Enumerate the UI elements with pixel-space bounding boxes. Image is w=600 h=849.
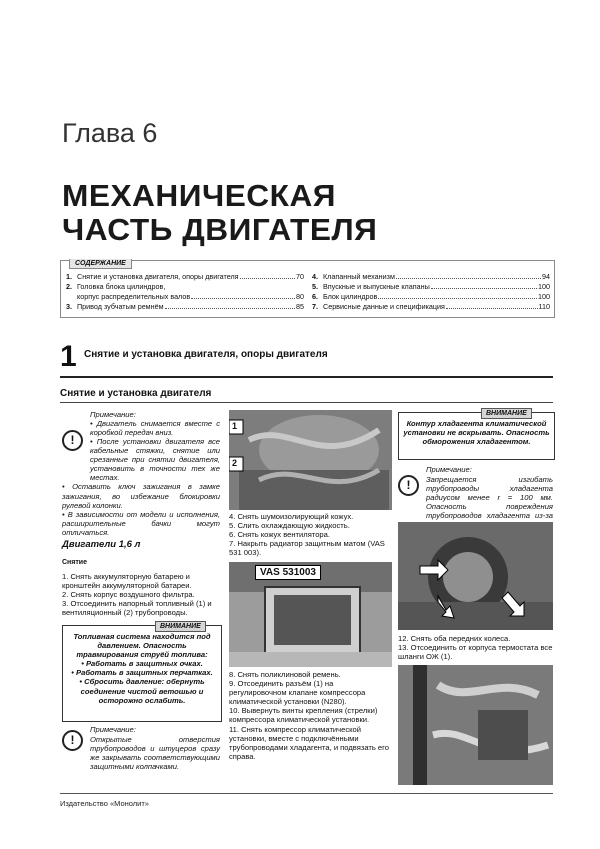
note-body: [62, 437, 220, 537]
removal-label: Снятие: [62, 559, 87, 566]
toc-left-column: [66, 272, 304, 312]
toc-item[interactable]: [66, 302, 304, 312]
exclamation-icon: !: [398, 475, 419, 496]
note-text: [90, 419, 220, 437]
step-item: 6. Снять кожух вентилятора.: [229, 530, 330, 540]
section-title: Снятие и установка двигателя, опоры двигателя: [84, 349, 328, 360]
note-bullet: • Оставить ключ зажигания в замке зажигания, во избежание блокировки рулевой колонки.: [62, 482, 220, 510]
warning-tab: ВНИМАНИЕ: [155, 621, 206, 632]
toc-right-column: [312, 272, 550, 312]
hoses-photo: [398, 665, 553, 785]
toc-item-number: 4.: [312, 272, 318, 281]
toc-dots: [165, 308, 295, 309]
note-label: Примечание:: [90, 725, 136, 734]
step-item: 8. Снять поликлиновой ремень.: [229, 670, 341, 679]
step-item: 2. Снять корпус воздушного фильтра.: [62, 590, 195, 600]
step-item: 7. Накрыть радиатор защитным матом (VAS 531 003).: [229, 539, 385, 558]
note-text: Запрещается изгибать трубопроводы хладагента радиусом менее r = 100 мм. Опасность повреждения трубопроводов хладагента из-за: [426, 475, 553, 521]
footer-divider: [60, 793, 553, 794]
note-label: Примечание:: [90, 410, 136, 419]
engine-heading: Двигатели 1,6 л: [62, 539, 141, 550]
thermostat-photo: [398, 522, 553, 630]
right-steps: [398, 634, 553, 661]
tool-label: VAS 531003: [255, 565, 321, 580]
step-item: 11. Снять компрессор климатической установки, вместе с подключёнными трубопроводами хладагента, и подвязать его справа.: [229, 724, 389, 761]
engine-photo: [229, 410, 392, 510]
warning-bullet: • Работать в защитных очках.: [81, 659, 203, 669]
step-item: 10. Вывернуть винты крепления (стрелки) компрессора климатической установки.: [229, 706, 378, 725]
toc-item-title: Головка блока цилиндров,: [77, 282, 166, 291]
toc-dots: [240, 278, 295, 279]
toc-dots: [191, 298, 295, 299]
radiator-photo: [229, 562, 392, 667]
toc-item-page: 100: [538, 292, 550, 301]
note-bullet: • После установки двигателя все кабельные стяжки, снятие или срезанные при снятии двигателя, установить в точности тех же местах.: [90, 437, 220, 483]
toc-dots: [396, 278, 541, 279]
publisher: Издательство «Монолит»: [60, 799, 149, 808]
removal-steps: [62, 572, 220, 617]
warning-bullet: • Работать в защитных перчатках.: [71, 668, 213, 678]
warning-box: [398, 412, 555, 460]
step-item: 13. Отсоединить от корпуса термостата все шланги ОЖ (1).: [398, 643, 553, 662]
toc-item[interactable]: [312, 302, 550, 312]
warning-bullet: • Сбросить давление: обернуть соединение чистой ветошью и осторожно ослабить.: [79, 677, 205, 705]
toc-item-number: 2.: [66, 282, 72, 291]
toc-item-page: 110: [538, 302, 550, 311]
chapter-title-line1: МЕХАНИЧЕСКАЯ: [62, 178, 337, 213]
toc-dots: [446, 308, 538, 309]
section-divider: [60, 376, 553, 378]
toc-item-title: Клапанный механизм: [323, 272, 395, 281]
note-text: Открытые отверстия трубопроводов и штуцеров сразу же закрывать соответствующими защитными колпачками.: [90, 735, 220, 772]
toc-item[interactable]: [312, 292, 550, 302]
toc-item[interactable]: [66, 292, 304, 302]
step-item: 12. Снять оба передних колеса.: [398, 634, 511, 643]
section-number: 1: [60, 340, 77, 373]
compressor-illustration: [398, 522, 553, 630]
mid-steps: [229, 512, 392, 557]
toc-heading: СОДЕРЖАНИЕ: [69, 259, 132, 269]
mid-steps-2: [229, 670, 392, 761]
note-bullet: • В зависимости от модели и исполнения, расширительные бачки могут отличаться.: [62, 509, 220, 537]
toc-item-number: 6.: [312, 292, 318, 301]
photo-callout-1: 1: [232, 421, 238, 431]
toc-item-number: 3.: [66, 302, 72, 311]
warning-text: [67, 632, 217, 705]
note-label: Примечание:: [426, 465, 472, 474]
note-bullet: • Двигатель снимается вместе с коробкой передач вниз.: [90, 419, 220, 438]
toc-item-page: 70: [296, 272, 304, 281]
toc-item[interactable]: [312, 272, 550, 282]
step-item: 9. Отсоединить разъём (1) на регулировочном клапане компрессора климатической установки (N280).: [229, 679, 366, 707]
toc-item-number: 1.: [66, 272, 72, 281]
toc-item-page: 94: [542, 272, 550, 281]
toc-item-title: Впускные и выпускные клапаны: [323, 282, 430, 291]
toc-item-title: Снятие и установка двигателя, опоры двигателя: [77, 272, 239, 281]
warning-line: Топливная система находится под давлением. Опасность травмирования струёй топлива:: [73, 632, 211, 660]
step-item: 3. Отсоединить напорный топливный (1) и вентиляционный (2) трубопроводы.: [62, 599, 212, 618]
toc-item-title: Сервисные данные и спецификация: [323, 302, 445, 311]
toc-item[interactable]: [66, 272, 304, 282]
subsection-title: Снятие и установка двигателя: [60, 388, 212, 399]
subsection-divider: [60, 402, 553, 403]
warning-box: [62, 625, 222, 722]
toc-dots: [431, 288, 537, 289]
toc-item-title: корпус распределительных валов: [77, 292, 191, 301]
warning-text: Контур хладагента климатической установки не вскрывать. Опасность обморожения хладагентом.: [403, 419, 550, 447]
toc-item-page: 80: [296, 292, 304, 301]
toc-item[interactable]: [66, 282, 304, 292]
toc-item-title: Блок цилиндров: [323, 292, 378, 301]
engine-illustration: [229, 410, 392, 510]
warning-tab: ВНИМАНИЕ: [481, 408, 532, 419]
exclamation-icon: !: [62, 430, 83, 451]
exclamation-icon: !: [62, 730, 83, 751]
chapter-title-line2: ЧАСТЬ ДВИГАТЕЛЯ: [62, 212, 378, 247]
step-item: 4. Снять шумоизолирующий кожух.: [229, 512, 354, 521]
chapter-label: Глава 6: [62, 118, 158, 148]
toc-item-number: 7.: [312, 302, 318, 311]
toc-item-page: 100: [538, 282, 550, 291]
step-item: 5. Слить охлаждающую жидкость.: [229, 521, 350, 531]
photo-callout-2: 2: [232, 458, 238, 468]
toc-dots: [378, 298, 537, 299]
toc-item-title: Привод зубчатым ремнём: [77, 302, 164, 311]
toc-item-page: 85: [296, 302, 304, 311]
toc-item[interactable]: [312, 282, 550, 292]
toc-item-number: 5.: [312, 282, 318, 291]
hoses-illustration: [398, 665, 553, 785]
step-item: 1. Снять аккумуляторную батарею и кронштейн аккумуляторной батареи.: [62, 572, 192, 591]
table-of-contents: [60, 260, 555, 318]
